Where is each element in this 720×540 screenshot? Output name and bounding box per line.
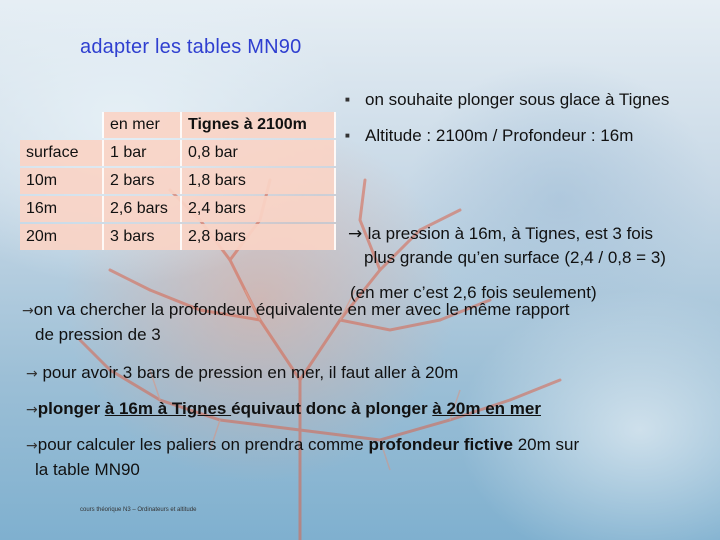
table-header-tignes: Tignes à 2100m	[182, 112, 336, 138]
table-cell-sea: 3 bars	[104, 224, 182, 250]
statement-sea-equivalent: à 20m en mer	[432, 399, 541, 418]
table-header-corner	[20, 112, 104, 138]
bullet-text: Altitude : 2100m / Profondeur : 16m	[365, 126, 634, 145]
statement-line-2: de pression de 3	[35, 325, 161, 344]
pressure-table	[20, 110, 336, 252]
right-arrow-icon: →	[22, 303, 34, 319]
table-cell-tignes: 2,8 bars	[182, 224, 336, 250]
table-cell-sea: 2,6 bars	[104, 196, 182, 222]
statement-prefix: pour calculer les paliers on prendra comme	[37, 435, 369, 454]
table-cell-depth: surface	[20, 140, 104, 166]
table-row	[20, 140, 336, 166]
statement-suffix: 20m sur	[512, 435, 580, 454]
table-cell-sea: 2 bars	[104, 168, 182, 194]
table-cell-sea: 1 bar	[104, 140, 182, 166]
bullet-list	[345, 88, 715, 160]
table-header-sea: en mer	[104, 112, 182, 138]
right-arrow-icon: →	[26, 438, 38, 454]
statement-text: pour avoir 3 bars de pression en mer, il faut aller à 20m	[42, 363, 459, 382]
statement-tignes-depth: à 16m à Tignes	[104, 399, 232, 418]
sea-ratio-note: (en mer c’est 2,6 fois seulement)	[350, 283, 597, 302]
statement-middle: équivaut donc à plonger	[231, 399, 433, 418]
table-cell-depth: 10m	[20, 168, 104, 194]
right-arrow-icon: →	[26, 402, 38, 418]
statement-line-2: la table MN90	[35, 460, 140, 479]
statement-prefix: plonger	[37, 399, 105, 418]
table-row	[20, 196, 336, 222]
table-cell-tignes: 1,8 bars	[182, 168, 336, 194]
table-cell-depth: 20m	[20, 224, 104, 250]
bullet-item	[345, 88, 715, 112]
bullet-text: on souhaite plonger sous glace à Tignes	[365, 90, 670, 109]
statement-fictive-depth	[26, 433, 579, 481]
statement-equivalent-depth	[22, 298, 570, 346]
conclusion-line-2: plus grande qu’en surface (2,4 / 0,8 = 3)	[364, 248, 666, 267]
right-arrow-icon: →	[26, 366, 38, 382]
statement-equivalence	[26, 397, 541, 422]
statement-sea-depth	[26, 361, 458, 386]
statement-bold-term: profondeur fictive	[368, 435, 513, 454]
square-bullet-icon: ■	[345, 131, 350, 140]
table-row	[20, 168, 336, 194]
statement-line-1: on va chercher la profondeur équivalente en mer avec le même rapport	[33, 300, 570, 319]
table-cell-tignes: 2,4 bars	[182, 196, 336, 222]
pressure-ratio-conclusion	[348, 222, 720, 269]
conclusion-line-1: la pression à 16m, à Tignes, est 3 fois	[367, 224, 654, 243]
slide-title: adapter les tables MN90	[80, 36, 302, 58]
slide-footer: cours théorique N3 – Ordinateurs et altitude	[80, 507, 197, 513]
bullet-item	[345, 124, 715, 148]
square-bullet-icon: ■	[345, 95, 350, 104]
table-row	[20, 224, 336, 250]
right-arrow-icon: →	[348, 224, 368, 244]
table-cell-tignes: 0,8 bar	[182, 140, 336, 166]
table-header-row	[20, 112, 336, 138]
table-cell-depth: 16m	[20, 196, 104, 222]
